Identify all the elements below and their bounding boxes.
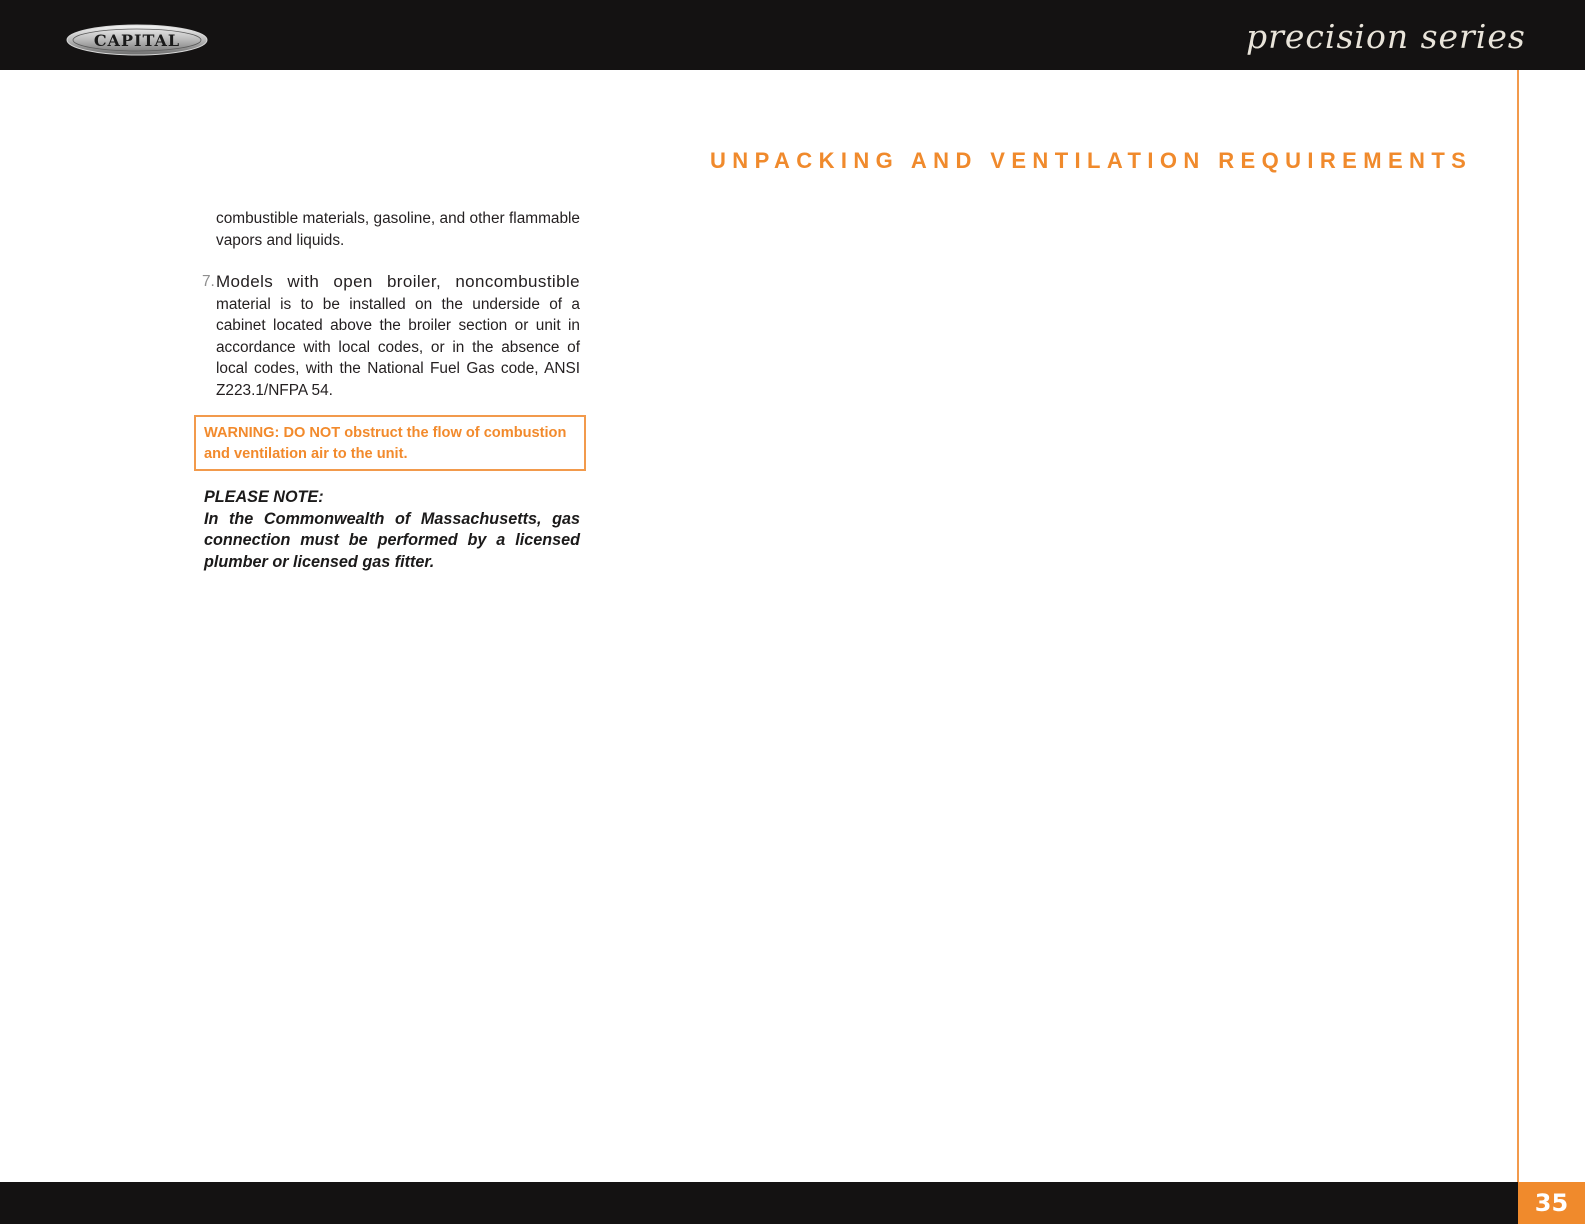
please-note bbox=[204, 487, 580, 573]
list-item-7 bbox=[202, 271, 580, 401]
continuation-paragraph: combustible materials, gasoline, and other flammable vapors and liquids. bbox=[216, 210, 580, 249]
right-accent-line bbox=[1517, 70, 1519, 1182]
note-text: In the Commonwealth of Massachusetts, gas connection must be performed by a licensed plumber or licensed gas fitter. bbox=[204, 509, 580, 571]
series-title: precision series bbox=[1246, 17, 1526, 56]
page-number: 35 bbox=[1518, 1182, 1585, 1224]
note-title: PLEASE NOTE: bbox=[204, 488, 324, 506]
list-item-text: material is to be installed on the underside of a cabinet located above the broiler section or unit in accordance with local codes, or in the absence of local codes, with the National Fuel Gas code, ANSI Z223.1/NFPA 54. bbox=[216, 295, 580, 399]
header-bar bbox=[0, 0, 1585, 70]
capital-logo bbox=[66, 24, 208, 56]
warning-text: WARNING: DO NOT obstruct the flow of combustion and ventilation air to the unit. bbox=[204, 425, 567, 462]
warning-box bbox=[194, 415, 586, 471]
footer-bar bbox=[0, 1182, 1585, 1224]
list-item-number: 7. bbox=[202, 273, 215, 290]
section-heading: UNPACKING AND VENTILATION REQUIREMENTS bbox=[710, 148, 1473, 173]
logo-wordmark: CAPITAL bbox=[93, 31, 181, 50]
list-item-lead-text: Models with open broiler, noncombustible bbox=[216, 272, 580, 291]
